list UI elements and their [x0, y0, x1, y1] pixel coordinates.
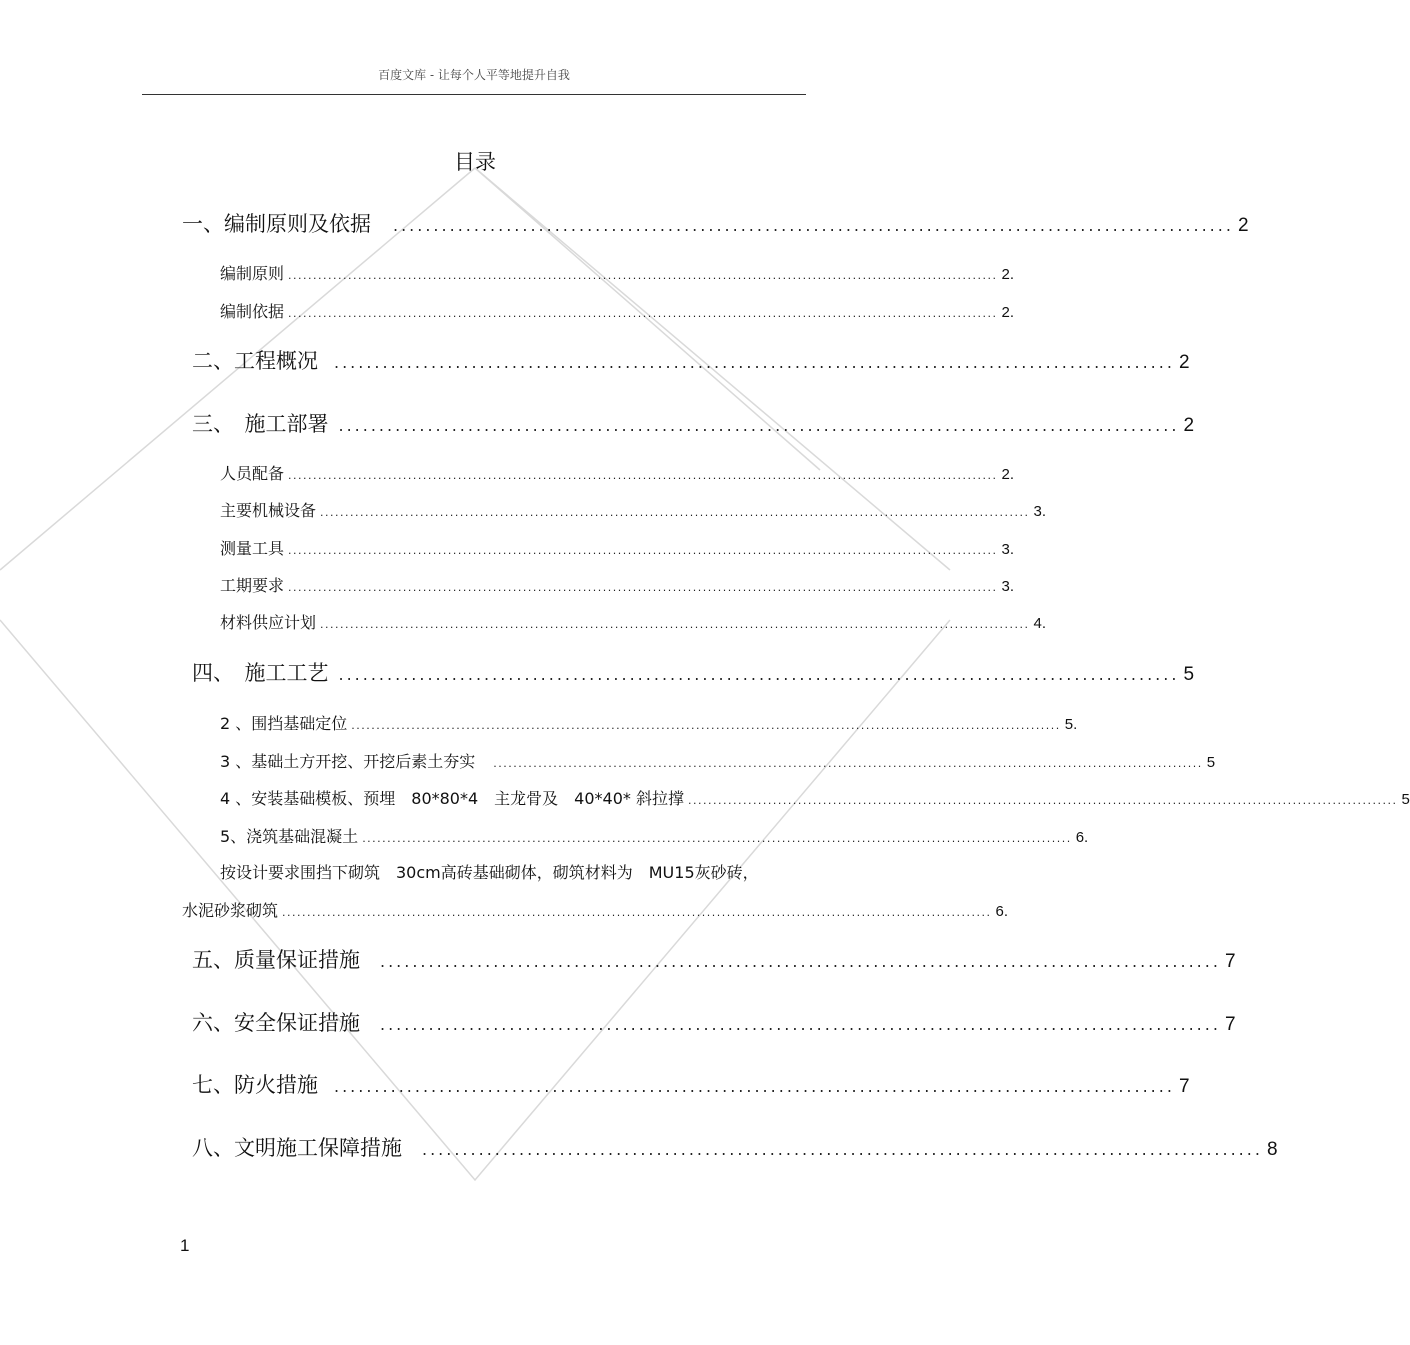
- toc-entry-label: 编制依据: [220, 302, 285, 321]
- toc-entry[interactable]: [192, 657, 1195, 687]
- toc-entry[interactable]: [220, 749, 1216, 772]
- toc-entry[interactable]: [220, 261, 1015, 284]
- toc-entry-label: 七、防火措施: [192, 1073, 318, 1097]
- dot-leader: ..............................................................................................................................................: [320, 506, 1030, 519]
- toc-entry[interactable]: [192, 408, 1195, 438]
- toc-entry[interactable]: [220, 786, 1410, 809]
- toc-entry-page: 6.: [995, 903, 1009, 920]
- toc-entry[interactable]: [220, 824, 1089, 847]
- toc-entry-label: 5、浇筑基础混凝土: [220, 827, 359, 846]
- toc-entry[interactable]: [192, 1132, 1278, 1162]
- toc-entry-page: 5: [1401, 791, 1410, 808]
- dot-leader: ..............................................................................................................................................: [362, 832, 1072, 845]
- toc-entry-page: 3.: [1033, 503, 1047, 520]
- toc-entry-page: 4.: [1033, 615, 1047, 632]
- toc-entry-page: 2.: [1001, 466, 1015, 483]
- dot-leader: ........................................................................................................: [338, 416, 1180, 435]
- dot-leader: ..............................................................................................................................................: [687, 794, 1398, 807]
- dot-leader: ..............................................................................................................................................: [288, 269, 998, 282]
- toc-entry-label: 2 、围挡基础定位: [220, 714, 348, 733]
- toc-entry-label: 工期要求: [220, 576, 285, 595]
- dot-leader: ........................................................................................................: [422, 1140, 1263, 1159]
- toc-entry-continuation: 按设计要求围挡下砌筑 30cm高砖基础砌体，砌筑材料为 MU15灰砂砖，: [220, 863, 759, 882]
- toc-entry-label: 材料供应计划: [220, 613, 317, 632]
- dot-leader: ..............................................................................................................................................: [288, 581, 998, 594]
- toc-entry-label: 测量工具: [220, 539, 285, 558]
- toc-title: 目录: [454, 150, 496, 174]
- toc-entry-page: 2.: [1001, 304, 1015, 321]
- toc-entry-label: 五、质量保证措施: [192, 948, 360, 972]
- toc-entry[interactable]: [192, 1069, 1190, 1099]
- header-divider: [142, 94, 806, 95]
- toc-entry-page: 2: [1183, 415, 1195, 436]
- toc-entry[interactable]: [220, 498, 1047, 521]
- toc-entry[interactable]: [192, 944, 1236, 974]
- toc-entry-page: 2: [1237, 215, 1249, 236]
- toc-entry-page: 3.: [1001, 541, 1015, 558]
- toc-entry-page: 2: [1178, 352, 1190, 373]
- dot-leader: ..............................................................................................................................................: [320, 618, 1030, 631]
- toc-entry-label: 主要机械设备: [220, 501, 317, 520]
- toc-entry[interactable]: [192, 1007, 1236, 1037]
- toc-entry-label: 编制原则: [220, 264, 285, 283]
- dot-leader: ........................................................................................................: [338, 665, 1180, 684]
- toc-entry[interactable]: [220, 461, 1015, 484]
- toc-entry-page: 7: [1224, 1014, 1236, 1035]
- toc-entry-label: 人员配备: [220, 464, 285, 483]
- toc-entry[interactable]: [220, 573, 1015, 596]
- dot-leader: ..............................................................................................................................................: [282, 906, 992, 919]
- toc-entry[interactable]: [192, 345, 1190, 375]
- toc-entry-page: 2.: [1001, 266, 1015, 283]
- toc-entry-page: 8: [1266, 1139, 1278, 1160]
- toc-entry[interactable]: [220, 299, 1015, 322]
- dot-leader: ..............................................................................................................................................: [288, 544, 998, 557]
- toc-entry-label: 八、文明施工保障措施: [192, 1136, 402, 1160]
- toc-entry-label: 六、安全保证措施: [192, 1011, 360, 1035]
- dot-leader: ........................................................................................................: [380, 1015, 1221, 1034]
- toc-entry[interactable]: [182, 208, 1249, 238]
- toc-entry[interactable]: [182, 898, 1009, 921]
- dot-leader: ..............................................................................................................................................: [493, 757, 1203, 770]
- dot-leader: ..............................................................................................................................................: [288, 307, 998, 320]
- dot-leader: ........................................................................................................: [393, 216, 1234, 235]
- toc-entry-label: 三、 施工部署: [192, 412, 329, 436]
- toc-entry-page: 5.: [1064, 716, 1078, 733]
- toc-entry-page: 5: [1183, 664, 1195, 685]
- toc-entry[interactable]: [220, 610, 1047, 633]
- dot-leader: ........................................................................................................: [334, 1077, 1175, 1096]
- dot-leader: ..............................................................................................................................................: [288, 469, 998, 482]
- toc-entry-label: 3 、基础土方开挖、开挖后素土夯实: [220, 752, 476, 771]
- dot-leader: ........................................................................................................: [380, 952, 1221, 971]
- toc-entry-page: 7: [1224, 951, 1236, 972]
- toc-entry-label: 二、工程概况: [192, 349, 318, 373]
- toc-entry-label: 一、编制原则及依据: [182, 212, 371, 236]
- toc-entry-page: 7: [1178, 1076, 1190, 1097]
- toc-entry-page: 6.: [1075, 829, 1089, 846]
- toc-entry-label: 水泥砂浆砌筑: [182, 901, 279, 920]
- toc-entry[interactable]: [220, 711, 1078, 734]
- toc-entry-label: 4 、安装基础模板、预埋 80*80*4 主龙骨及 40*40* 斜拉撑: [220, 789, 684, 808]
- page-number: 1: [180, 1236, 190, 1255]
- toc-entry[interactable]: [220, 536, 1015, 559]
- dot-leader: ........................................................................................................: [334, 353, 1175, 372]
- dot-leader: ..............................................................................................................................................: [351, 719, 1061, 732]
- toc-entry-page: 3.: [1001, 578, 1015, 595]
- toc-entry-page: 5: [1206, 754, 1216, 771]
- page-header: 百度文库 - 让每个人平等地提升自我: [378, 68, 570, 82]
- toc-entry-label: 四、 施工工艺: [192, 661, 329, 685]
